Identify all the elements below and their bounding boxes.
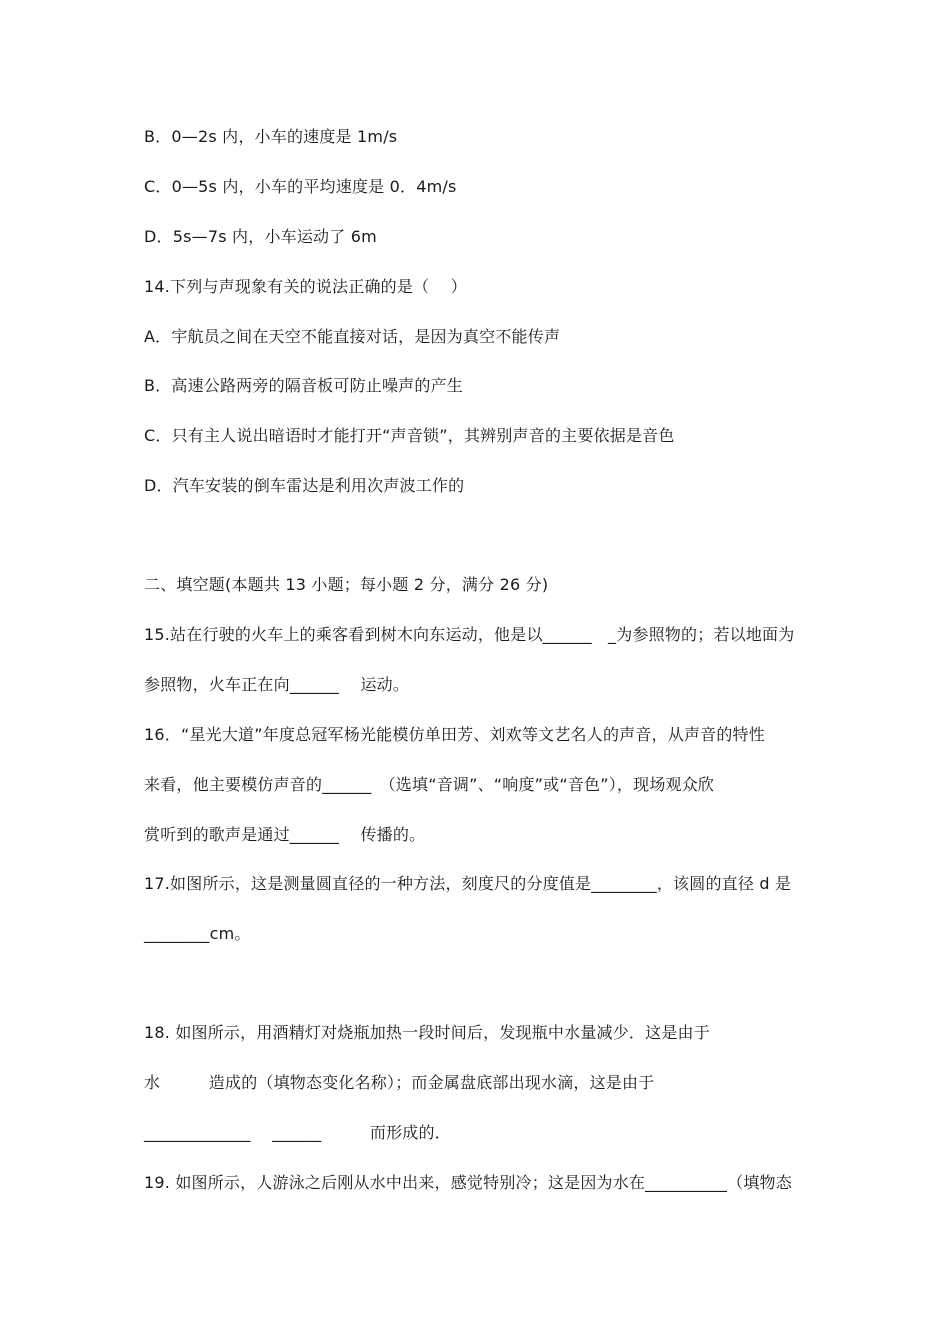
q15-line2: 参照物，火车正在向______ 运动。: [144, 675, 410, 694]
q18-line2: 水 造成的（填物态变化名称）；而金属盘底部出现水滴，这是由于: [144, 1073, 655, 1092]
q13-option-d: D．5s—7s 内，小车运动了 6m: [144, 227, 377, 246]
q17-line1: 17.如图所示，这是测量圆直径的一种方法，刻度尺的分度值是________，该圆的直径 d 是: [144, 874, 792, 893]
q18-line3: _____________ ______ 而形成的．: [144, 1123, 451, 1142]
q18-line1: 18. 如图所示，用酒精灯对烧瓶加热一段时间后，发现瓶中水量减少．这是由于: [144, 1023, 710, 1042]
q15-line1: 15.站在行驶的火车上的乘客看到树木向东运动，他是以______ _为参照物的；若以地面为: [144, 625, 795, 644]
q13-option-c: C．0—5s 内，小车的平均速度是 0．4m/s: [144, 177, 457, 196]
q19-line1: 19. 如图所示，人游泳之后刚从水中出来，感觉特别冷；这是因为水在__________（填物态: [144, 1173, 792, 1192]
q13-option-b: B．0—2s 内，小车的速度是 1m/s: [144, 127, 398, 146]
section2-heading: 二、填空题(本题共 13 小题；每小题 2 分，满分 26 分): [144, 575, 549, 594]
q16-line3: 赏听到的歌声是通过______ 传播的。: [144, 825, 426, 844]
q16-line1: 16．“星光大道”年度总冠军杨光能模仿单田芳、刘欢等文艺名人的声音，从声音的特性: [144, 725, 765, 744]
q17-line2: ________cm。: [144, 924, 251, 943]
q14-stem: 14.下列与声现象有关的说法正确的是（ ）: [144, 277, 467, 296]
q14-option-a: A．宇航员之间在天空不能直接对话，是因为真空不能传声: [144, 327, 561, 346]
q14-option-d: D．汽车安装的倒车雷达是利用次声波工作的: [144, 476, 465, 495]
q14-option-b: B．高速公路两旁的隔音板可防止噪声的产生: [144, 376, 463, 395]
q16-line2: 来看，他主要模仿声音的______ （选填“音调”、“响度”或“音色”），现场观众欣: [144, 775, 715, 794]
q14-option-c: C．只有主人说出暗语时才能打开“声音锁”，其辨别声音的主要依据是音色: [144, 426, 675, 445]
